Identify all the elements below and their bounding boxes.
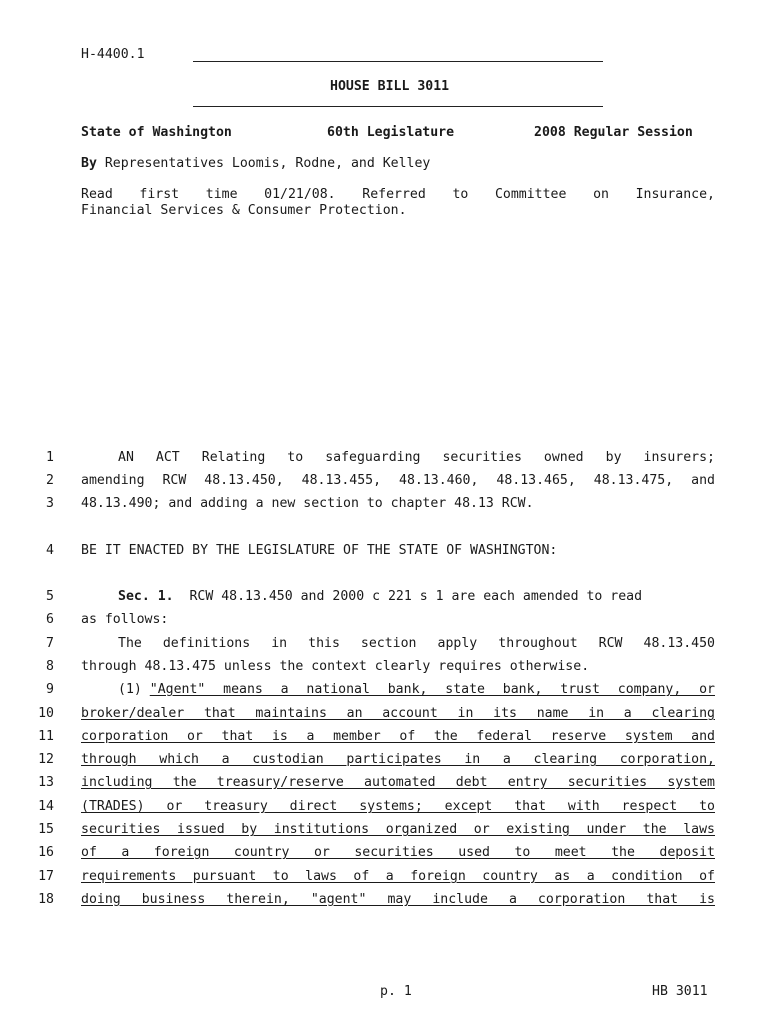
inserted-text: broker/dealer that maintains an account in its name in a clearing (81, 706, 715, 721)
subsection-marker: (1) (118, 682, 150, 697)
section-label: Sec. 1. (118, 589, 174, 604)
body-line: The definitions in this section apply throughout RCW 48.13.450 (118, 636, 715, 651)
line-number: 17 (38, 869, 54, 884)
line-number: 7 (46, 636, 54, 651)
legislature: 60th Legislature (327, 125, 455, 140)
inserted-text: including the treasury/reserve automated debt entry securities system (81, 775, 715, 790)
line-number: 18 (38, 892, 54, 907)
inserted-text: of a foreign country or securities used to meet the deposit (81, 845, 715, 860)
footer-bill-id: HB 3011 (652, 984, 708, 999)
header-rule-bottom (193, 106, 603, 107)
body-line: 48.13.490; and adding a new section to chapter 48.13 RCW. (81, 496, 534, 511)
body-line: as follows: (81, 612, 169, 627)
enacting-clause: BE IT ENACTED BY THE LEGISLATURE OF THE STATE OF WASHINGTON: (81, 543, 558, 558)
body-line (81, 682, 715, 698)
document-id: H-4400.1 (81, 47, 145, 62)
line-number: 12 (38, 752, 54, 767)
line-number: 6 (46, 612, 54, 627)
inserted-text: securities issued by institutions organized or existing under the laws (81, 822, 715, 837)
line-number: 10 (38, 706, 54, 721)
reading-line-2: Financial Services & Consumer Protection. (81, 203, 407, 218)
session: 2008 Regular Session (534, 125, 693, 140)
line-number: 15 (38, 822, 54, 837)
line-number: 5 (46, 589, 54, 604)
reading-line-1: Read first time 01/21/08. Referred to Committee on Insurance, (81, 187, 715, 202)
sponsors-line (81, 156, 430, 171)
line-number: 3 (46, 496, 54, 511)
line-number: 1 (46, 450, 54, 465)
inserted-text: doing business therein, "agent" may include a corporation that is (81, 892, 715, 907)
line-number: 11 (38, 729, 54, 744)
inserted-text: "Agent" means a national bank, state bank, trust company, or (149, 682, 715, 697)
sponsors-prefix: By (81, 156, 97, 171)
inserted-text: requirements pursuant to laws of a foreign country as a condition of (81, 869, 715, 884)
line-number: 14 (38, 799, 54, 814)
line-number: 4 (46, 543, 54, 558)
page-number: p. 1 (380, 984, 412, 999)
line-number: 9 (46, 682, 54, 697)
line-number: 8 (46, 659, 54, 674)
inserted-text: through which a custodian participates in a clearing corporation, (81, 752, 715, 767)
body-line: through 48.13.475 unless the context clearly requires otherwise. (81, 659, 590, 674)
line-number: 2 (46, 473, 54, 488)
line-number: 13 (38, 775, 54, 790)
inserted-text: (TRADES) or treasury direct systems; except that with respect to (81, 799, 715, 814)
line-number: 16 (38, 845, 54, 860)
section-text: RCW 48.13.450 and 2000 c 221 s 1 are each amended to read (189, 589, 643, 604)
body-line: AN ACT Relating to safeguarding securities owned by insurers; (118, 450, 715, 465)
sponsors: Representatives Loomis, Rodne, and Kelley (104, 156, 431, 171)
state-name: State of Washington (81, 125, 232, 140)
inserted-text: corporation or that is a member of the federal reserve system and (81, 729, 715, 744)
section-heading (81, 589, 715, 605)
body-line: amending RCW 48.13.450, 48.13.455, 48.13.460, 48.13.465, 48.13.475, and (81, 473, 715, 488)
header-rule-top (193, 61, 603, 62)
bill-title: HOUSE BILL 3011 (330, 79, 450, 94)
